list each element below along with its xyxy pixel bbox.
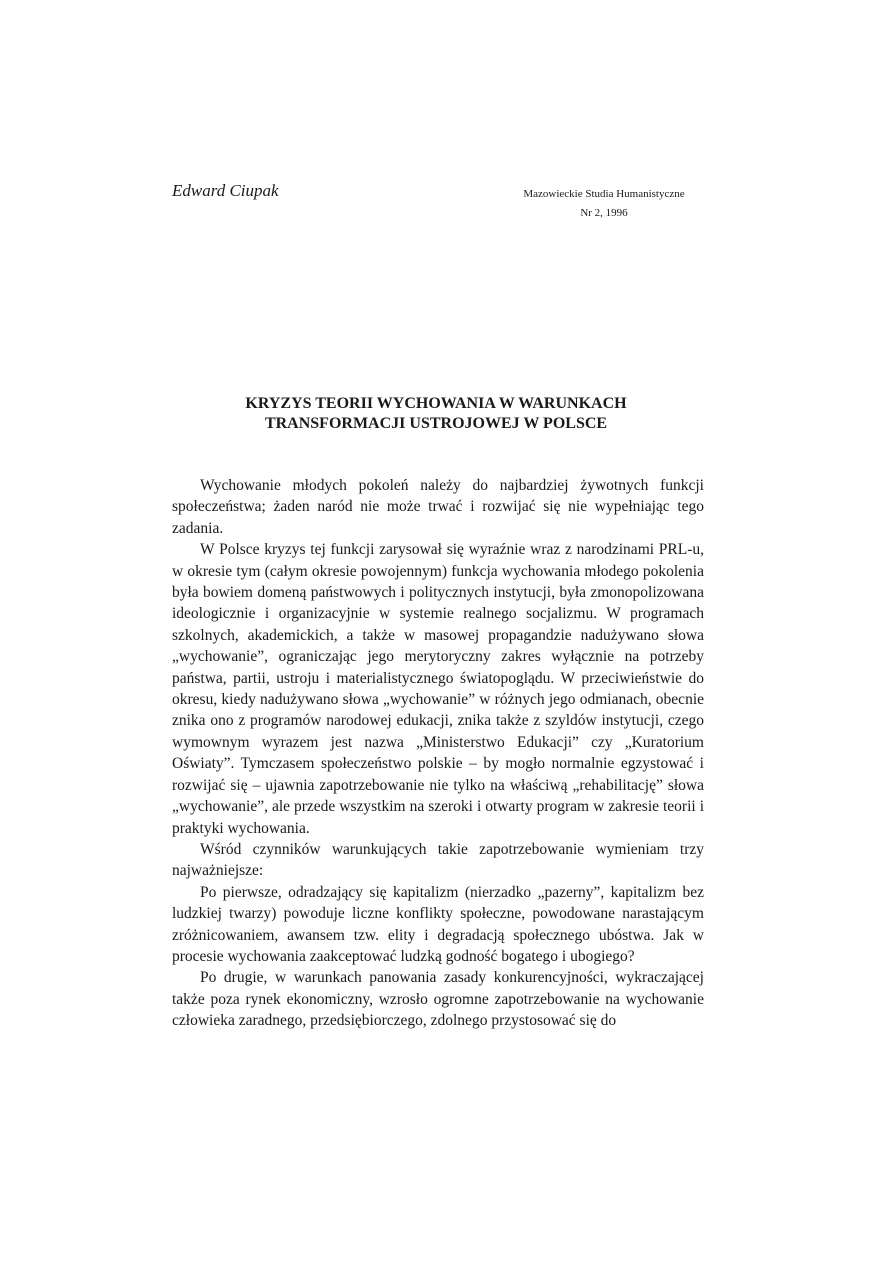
journal-issue: Nr 2, 1996 bbox=[580, 207, 628, 219]
article-title-line-2: TRANSFORMACJI USTROJOWEJ W POLSCE bbox=[264, 415, 608, 432]
paragraph-2: W Polsce kryzys tej funkcji zarysował się wyraźnie wraz z narodzinami PRL-u, w okresie tym (całym okresie powojennym) funkcja wychowania młodego pokolenia była bowiem domeną państwowych i politycznych instytucji, była zmonopolizowana ideologicznie i organizacyjnie w systemie realnego socjalizmu. W programach szkolnych, akademickich, a także w masowej propagandzie nadużywano słowa „wychowanie”, ograniczając jego merytoryczny zakres wyłącznie na potrzeby państwa, partii, ustroju i materialistycznego światopoglądu. W przeciwieństwie do okresu, kiedy nadużywano słowa „wychowanie” w różnych jego odmianach, obecnie znika ono z programów narodowej edukacji, znika także z szyldów instytucji, czego wymownym wyrazem jest nazwa „Ministerstwo Edukacji” czy „Kuratorium Oświaty”. Tymczasem społeczeństwo polskie – by mogło normalnie egzystować i rozwijać się – ujawnia zapotrzebowanie nie tylko na właściwą „rehabilitację” słowa „wychowanie”, ale przede wszystkim na szeroki i otwarty program w zakresie teorii i praktyki wychowania. bbox=[172, 541, 704, 837]
paragraph-1: Wychowanie młodych pokoleń należy do najbardziej żywotnych funkcji społeczeństwa; żaden naród nie może trwać i rozwijać się nie wypełniając tego zadania. bbox=[172, 477, 704, 537]
article-title bbox=[140, 394, 732, 434]
article-title-line-1: KRYZYS TEORII WYCHOWANIA W WARUNKACH bbox=[245, 395, 627, 412]
paragraph-5: Po drugie, w warunkach panowania zasady konkurencyjności, wykraczającej także poza rynek ekonomiczny, wzrosło ogromne zapotrzebowanie na wychowanie człowieka zaradnego, przedsiębiorczego, zdolnego przystosować się do bbox=[172, 969, 704, 1030]
paragraph-3: Wśród czynników warunkujących takie zapotrzebowanie wymieniam trzy najważniejsze: bbox=[172, 840, 704, 880]
journal-name: Mazowieckie Studia Humanistyczne bbox=[523, 188, 685, 200]
journal-info bbox=[484, 185, 724, 223]
paragraph-4: Po pierwsze, odradzający się kapitalizm (nierzadko „pazerny”, kapitalizm bez ludzkiej twarzy) powoduje liczne konflikty społeczne, powodowane narastającym zróżnicowaniem, awansem tzw. elity i degradacją społecznego ubóstwa. Jak w procesie wychowania zaakceptować ludzką godność bogatego i ubogiego? bbox=[172, 883, 704, 965]
article-body bbox=[172, 475, 704, 1032]
author-name: Edward Ciupak bbox=[172, 181, 279, 200]
